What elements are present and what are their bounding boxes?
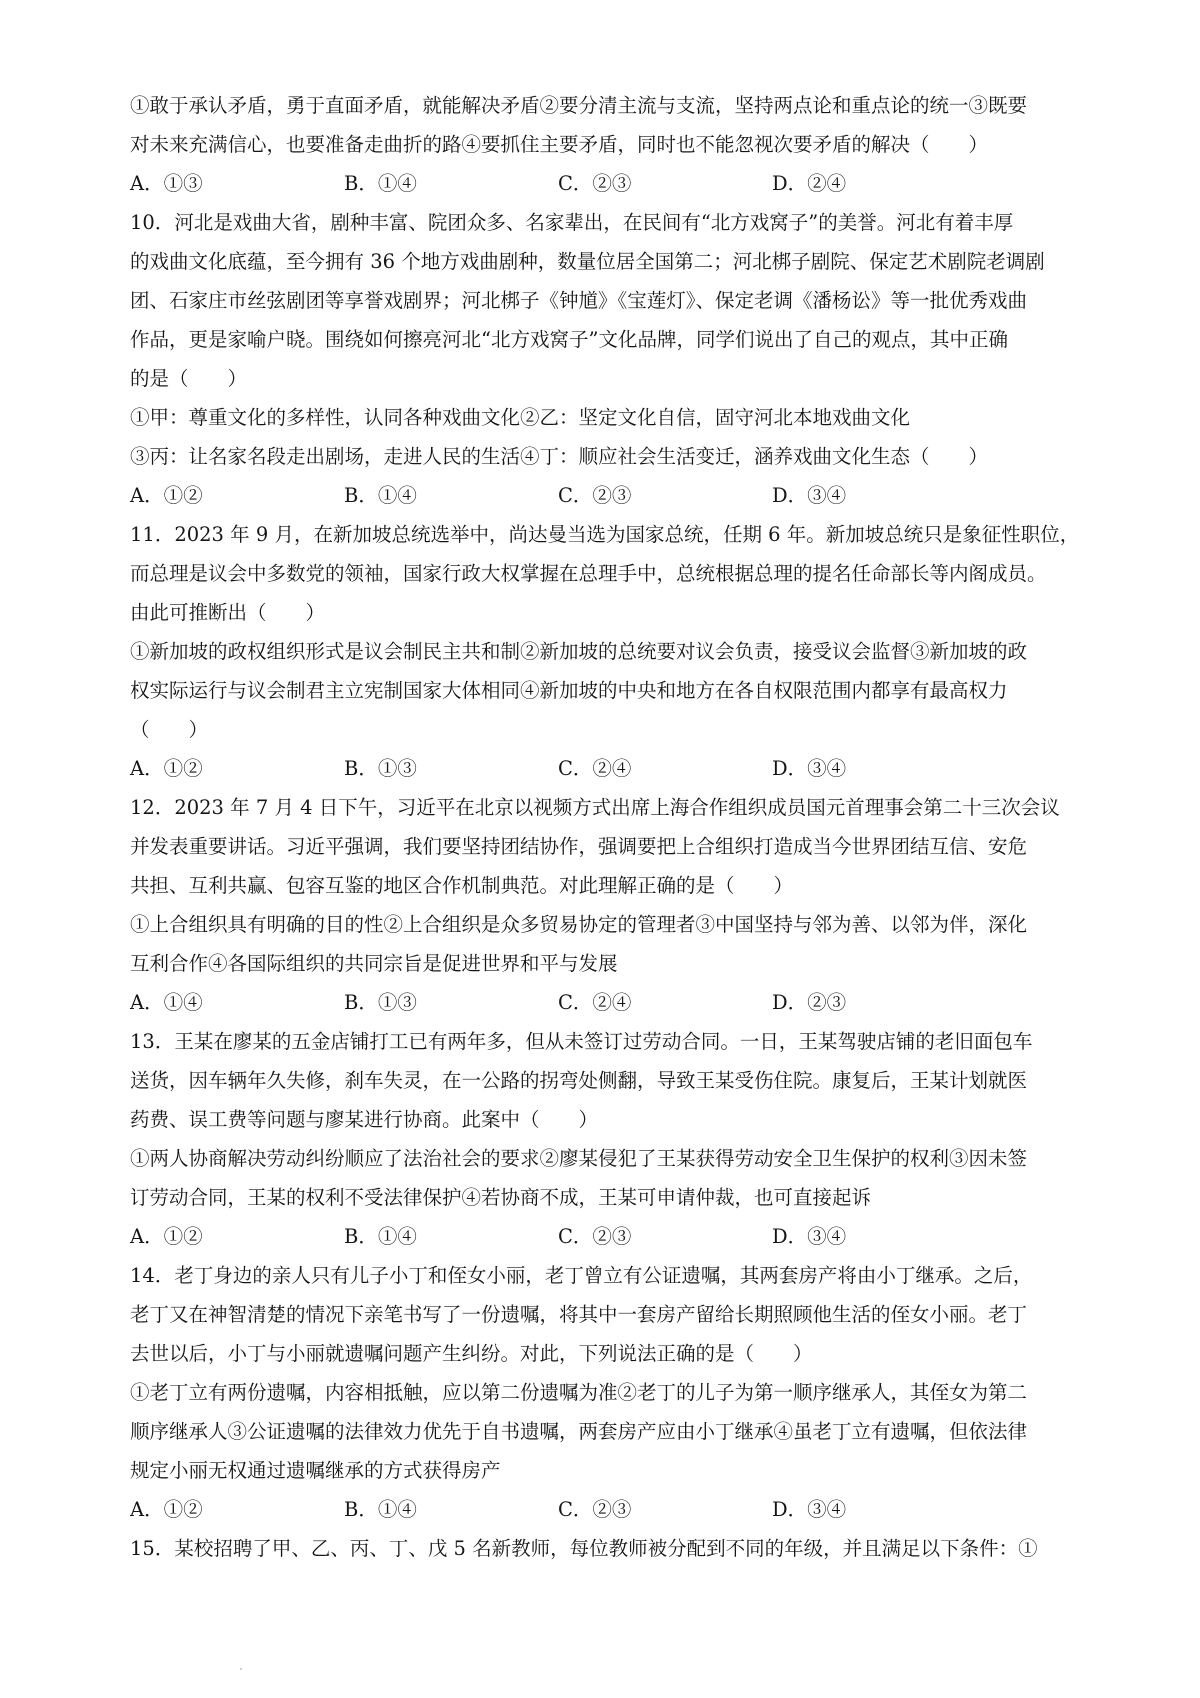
text-line: 规定小丽无权通过遗嘱继承的方式获得房产 xyxy=(130,1459,501,1482)
text-line: ①新加坡的政权组织形式是议会制民主共和制②新加坡的总统要对议会负责，接受议会监督③新加坡的政 xyxy=(130,640,1028,663)
text-line: 共担、互利共赢、包容互鉴的地区合作机制典范。对此理解正确的是（ ） xyxy=(130,874,794,897)
text-line: 11．2023 年 9 月，在新加坡总统选举中，尚达曼当选为国家总统，任期 6 年。新加坡总统只是象征性职位， xyxy=(130,523,1080,546)
answer-options xyxy=(130,1217,1086,1256)
answer-option: C．②③ xyxy=(558,172,632,195)
text-line: 互利合作④各国际组织的共同宗旨是促进世界和平与发展 xyxy=(130,952,618,975)
answer-option: D．③④ xyxy=(772,1225,847,1248)
text-line: ①两人协商解决劳动纠纷顺应了法治社会的要求②廖某侵犯了王某获得劳动安全卫生保护的权利③因未签 xyxy=(130,1147,1028,1170)
answer-options xyxy=(130,749,1086,788)
text-line: ①上合组织具有明确的目的性②上合组织是众多贸易协定的管理者③中国坚持与邻为善、以邻为伴，深化 xyxy=(130,913,1028,936)
answer-option: A．①② xyxy=(130,757,203,780)
text-line: 团、石家庄市丝弦剧团等享誉戏剧界；河北梆子《钟馗》《宝莲灯》、保定老调《潘杨讼》等一批优秀戏曲 xyxy=(130,289,1028,312)
text-line: 14．老丁身边的亲人只有儿子小丁和侄女小丽，老丁曾立有公证遗嘱，其两套房产将由小丁继承。之后， xyxy=(130,1264,1033,1287)
text-line: ①老丁立有两份遗嘱，内容相抵触，应以第二份遗嘱为准②老丁的儿子为第一顺序继承人，其侄女为第二 xyxy=(130,1381,1028,1404)
answer-option: B．①③ xyxy=(344,757,417,780)
text-line: 订劳动合同，王某的权利不受法律保护④若协商不成，王某可申请仲裁，也可直接起诉 xyxy=(130,1186,872,1209)
text-line: （ ） xyxy=(130,718,209,741)
answer-option: A．①② xyxy=(130,484,203,507)
answer-option: D．③④ xyxy=(772,1498,847,1521)
answer-options xyxy=(130,164,1086,203)
answer-option: D．③④ xyxy=(772,484,847,507)
answer-option: C．②③ xyxy=(558,1498,632,1521)
text-line: 去世以后，小丁与小丽就遗嘱问题产生纠纷。对此，下列说法正确的是（ ） xyxy=(130,1342,813,1365)
answer-option: A．①④ xyxy=(130,991,203,1014)
text-line: ③丙：让名家名段走出剧场，走进人民的生活④丁：顺应社会生活变迁，涵养戏曲文化生态（ ） xyxy=(130,445,989,468)
answer-option: A．①② xyxy=(130,1498,203,1521)
text-line: 作品，更是家喻户晓。围绕如何擦亮河北“北方戏窝子”文化品牌，同学们说出了自己的观点，其中正确 xyxy=(130,328,1008,351)
answer-option: C．②④ xyxy=(558,991,632,1014)
text-line: 送货，因车辆年久失修，刹车失灵，在一公路的拐弯处侧翻，导致王某受伤住院。康复后，王某计划就医 xyxy=(130,1069,1028,1092)
answer-option: D．②③ xyxy=(772,991,847,1014)
answer-option: A．①② xyxy=(130,1225,203,1248)
text-line: 由此可推断出（ ） xyxy=(130,601,326,624)
answer-option: C．②③ xyxy=(558,484,632,507)
text-line: 顺序继承人③公证遗嘱的法律效力优先于自书遗嘱，两套房产应由小丁继承④虽老丁立有遗嘱，但依法律 xyxy=(130,1420,1028,1443)
document-page xyxy=(130,86,1086,1568)
text-line: 对未来充满信心，也要准备走曲折的路④要抓住主要矛盾，同时也不能忽视次要矛盾的解决（ ） xyxy=(130,133,989,156)
answer-options xyxy=(130,983,1086,1022)
text-line: 并发表重要讲话。习近平强调，我们要坚持团结协作，强调要把上合组织打造成当今世界团结互信、安危 xyxy=(130,835,1028,858)
text-line: 15．某校招聘了甲、乙、丙、丁、戊 5 名新教师，每位教师被分配到不同的年级，并且满足以下条件：① xyxy=(130,1537,1038,1560)
text-line: 药费、误工费等问题与廖某进行协商。此案中（ ） xyxy=(130,1108,599,1131)
answer-option: D．②④ xyxy=(772,172,847,195)
answer-option: B．①④ xyxy=(344,1225,417,1248)
text-line: 13．王某在廖某的五金店铺打工已有两年多，但从未签订过劳动合同。一日，王某驾驶店铺的老旧面包车 xyxy=(130,1030,1033,1053)
answer-options xyxy=(130,476,1086,515)
answer-option: C．②④ xyxy=(558,757,632,780)
answer-options xyxy=(130,1490,1086,1529)
text-line: 的戏曲文化底蕴，至今拥有 36 个地方戏曲剧种，数量位居全国第二；河北梆子剧院、保定艺术剧院老调剧 xyxy=(130,250,1045,273)
answer-option: B．①④ xyxy=(344,484,417,507)
text-line: 权实际运行与议会制君主立宪制国家大体相同④新加坡的中央和地方在各自权限范围内都享有最高权力 xyxy=(130,679,1008,702)
footer-dot xyxy=(240,1668,242,1670)
text-line: ①甲：尊重文化的多样性，认同各种戏曲文化②乙：坚定文化自信，固守河北本地戏曲文化 xyxy=(130,406,911,429)
answer-option: A．①③ xyxy=(130,172,203,195)
text-line: 10．河北是戏曲大省，剧种丰富、院团众多、名家辈出，在民间有“北方戏窝子”的美誉。河北有着丰厚 xyxy=(130,211,1014,234)
answer-option: B．①③ xyxy=(344,991,417,1014)
text-line: 12．2023 年 7 月 4 日下午，习近平在北京以视频方式出席上海合作组织成员国元首理事会第二十三次会议 xyxy=(130,796,1060,819)
answer-option: D．③④ xyxy=(772,757,847,780)
text-line: ①敢于承认矛盾，勇于直面矛盾，就能解决矛盾②要分清主流与支流，坚持两点论和重点论的统一③既要 xyxy=(130,94,1028,117)
answer-option: B．①④ xyxy=(344,172,417,195)
answer-option: B．①④ xyxy=(344,1498,417,1521)
text-line: 的是（ ） xyxy=(130,367,248,390)
text-line: 而总理是议会中多数党的领袖，国家行政大权掌握在总理手中，总统根据总理的提名任命部长等内阁成员。 xyxy=(130,562,1047,585)
answer-option: C．②③ xyxy=(558,1225,632,1248)
text-line: 老丁又在神智清楚的情况下亲笔书写了一份遗嘱，将其中一套房产留给长期照顾他生活的侄女小丽。老丁 xyxy=(130,1303,1028,1326)
